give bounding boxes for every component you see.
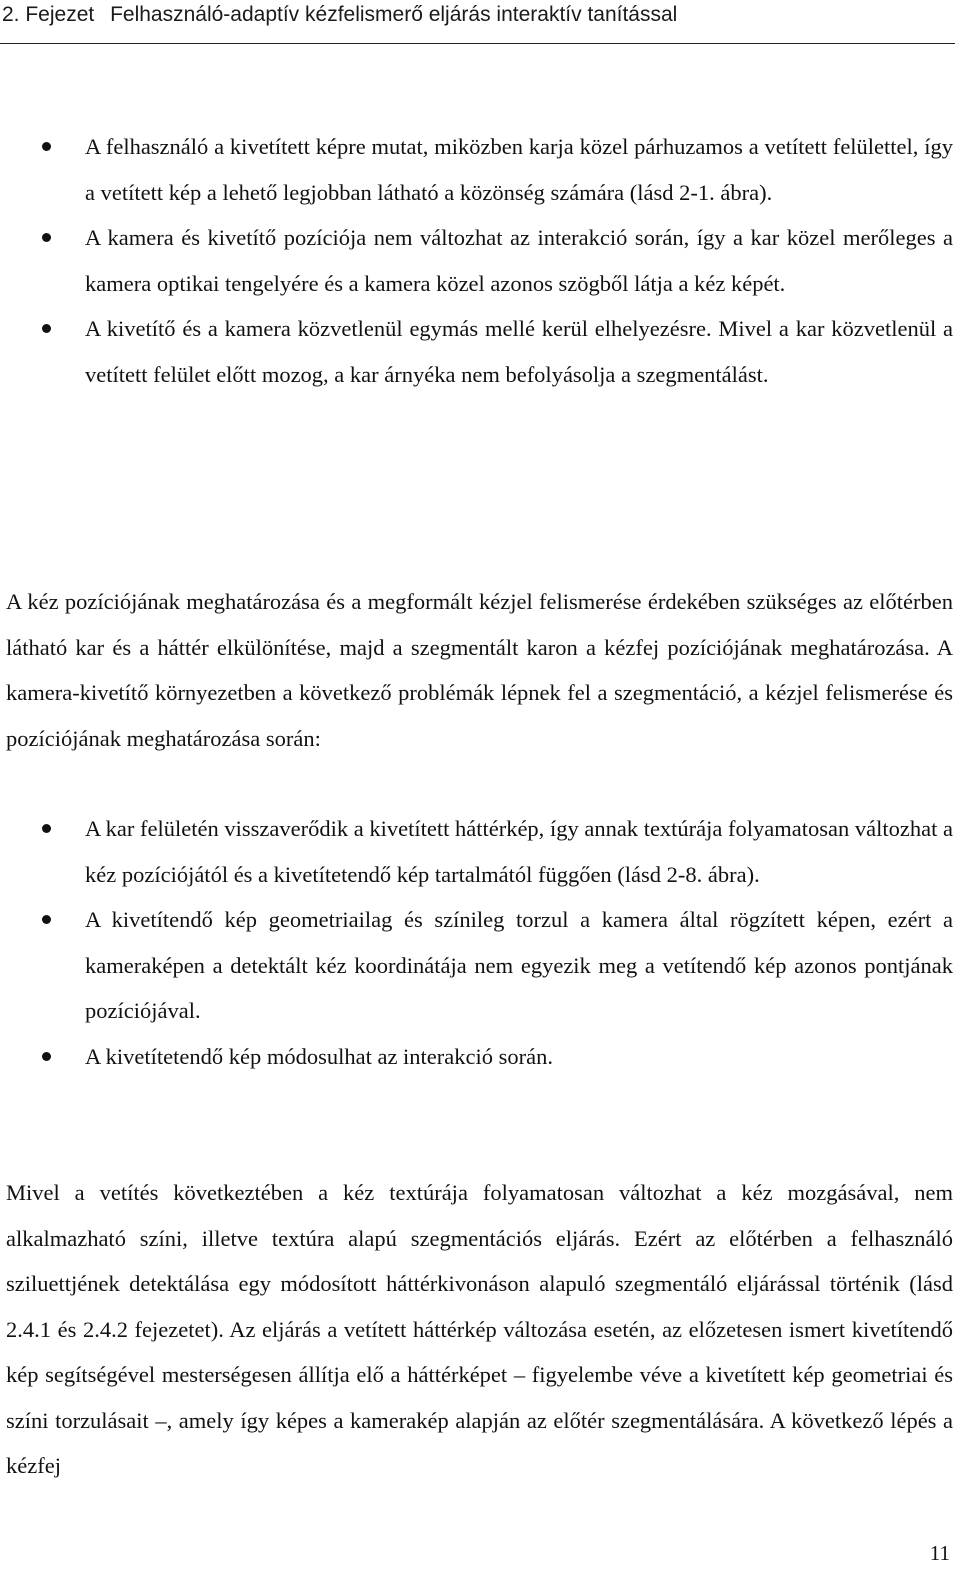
list-item-text: A kivetítő és a kamera közvetlenül egymás mellé kerül elhelyezésre. Mivel a kar közvetlenül a vetített felület előtt mozog, a kar árnyéka nem befolyásolja a szegmentálást. [85,316,953,387]
list-item [6,306,953,397]
list-item-text: A felhasználó a kivetített képre mutat, miközben karja közel párhuzamos a vetített felülettel, így a vetített kép a lehető legjobban látható a közönség számára (lásd 2-1. ábra). [85,134,953,205]
list-item-text: A kivetítetendő kép módosulhat az interakció során. [85,1043,553,1069]
bullet-icon [42,233,51,242]
list-item [6,806,953,897]
list-item-text: A kar felületén visszaverődik a kivetített háttérkép, így annak textúrája folyamatosan változhat a kéz pozíciójától és a kivetítetendő kép tartalmától függően (lásd 2-8. ábra). [85,816,953,887]
bullet-icon [42,915,51,924]
page-number: 11 [929,1541,950,1565]
paragraph-problems-intro [6,579,953,761]
bullet-icon [42,1052,51,1061]
paragraph-text: A kéz pozíciójának meghatározása és a megformált kézjel felismerése érdekében szükséges az előtérben látható kar és a háttér elkülönítése, majd a szegmentált karon a kézfej pozíciójának meghatározása. A kamera-kivetítő környezetben a következő problémák lépnek fel a szegmentáció, a kézjel felismerése és pozíciójának meghatározása során: [6,589,953,751]
list-item-text: A kamera és kivetítő pozíciója nem változhat az interakció során, így a kar közel merőleges a kamera optikai tengelyére és a kamera közel azonos szögből látja a kéz képét. [85,225,953,296]
chapter-number: 2. Fejezet [2,3,95,26]
list-item [6,124,953,215]
chapter-title: Felhasználó-adaptív kézfelismerő eljárás interaktív tanítással [110,3,678,26]
bullet-icon [42,324,51,333]
list-item [6,1034,953,1080]
paragraph-text: Mivel a vetítés következtében a kéz textúrája folyamatosan változhat a kéz mozgásával, nem alkalmazható színi, illetve textúra alapú szegmentációs eljárás. Ezért az előtérben a felhasználó sziluettjének detektálása egy módosított háttérkivonáson alapuló szegmentáló eljárással történik (lásd 2.4.1 és 2.4.2 fejezetet). Az eljárás a vetített háttérkép változása esetén, az előzetesen ismert kivetítendő kép segítségével mesterségesen állítja elő a háttérképet – figyelembe véve a kivetített kép geometriai és színi torzulásait –, amely így képes a kamerakép alapján az előtér szegmentálására. A következő lépés a kézfej [6,1180,953,1478]
paragraph-segmentation [6,1170,953,1489]
bullet-icon [42,142,51,151]
running-header [0,0,955,44]
bullet-list-conditions [6,124,953,397]
bullet-icon [42,824,51,833]
list-item [6,897,953,1034]
bullet-list-problems [6,806,953,1079]
list-item [6,215,953,306]
list-item-text: A kivetítendő kép geometriailag és színileg torzul a kamera által rögzített képen, ezért a kameraképen a detektált kéz koordinátája nem egyezik meg a vetítendő kép azonos pontjának pozíciójával. [85,907,953,1023]
